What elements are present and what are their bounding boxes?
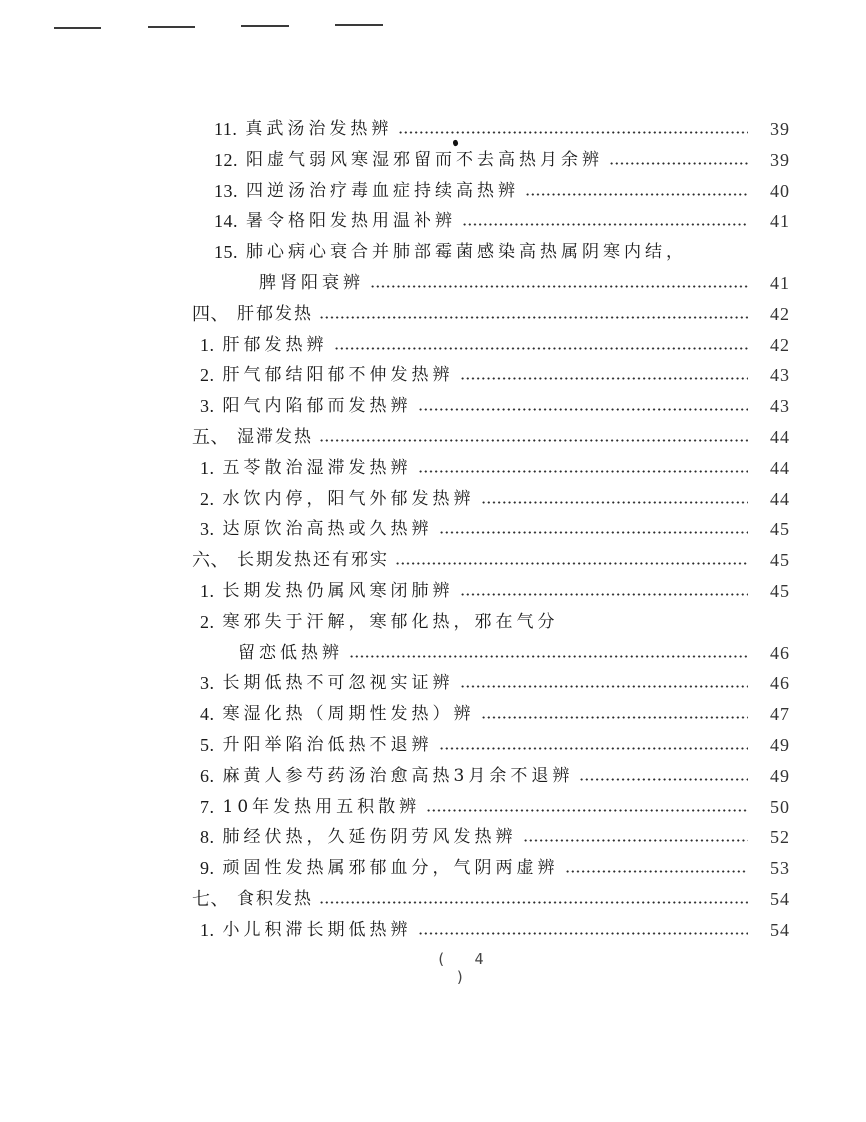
toc-entry[interactable] bbox=[190, 699, 790, 730]
toc-entry[interactable] bbox=[190, 237, 790, 268]
toc-section-entry[interactable] bbox=[190, 545, 790, 576]
dot-leader bbox=[395, 545, 748, 576]
toc-entry-title: 水饮内停，阳气外郁发热辨 bbox=[222, 488, 475, 509]
toc-entry-page: 43 bbox=[770, 396, 790, 417]
toc-entry-title: 长期发热仍属风寒闭肺辨 bbox=[222, 580, 454, 601]
toc-entry-page: 41 bbox=[770, 272, 790, 293]
toc-entry-title: 暑令格阳发热用温补辨 bbox=[246, 211, 456, 232]
table-of-contents bbox=[190, 114, 790, 946]
toc-entry-title: 肺经伏热，久延伤阴劳风发热辨 bbox=[222, 827, 517, 848]
toc-entry-title: 长期发热还有邪实 bbox=[237, 550, 389, 571]
toc-entry[interactable] bbox=[190, 822, 790, 853]
toc-entry-page: 40 bbox=[770, 180, 790, 201]
dot-leader bbox=[481, 699, 749, 730]
dot-leader bbox=[523, 822, 749, 853]
toc-entry-number: 1. bbox=[200, 919, 215, 940]
toc-entry-number: 9. bbox=[200, 858, 215, 879]
toc-entry-number: 12. bbox=[214, 149, 238, 170]
toc-entry-number: 2. bbox=[200, 488, 215, 509]
toc-entry-title: 真武汤治发热辨 bbox=[245, 119, 393, 139]
dot-leader bbox=[565, 853, 749, 884]
toc-entry-number: 14. bbox=[214, 211, 238, 232]
toc-entry-page: 45 bbox=[770, 580, 790, 601]
dot-leader bbox=[439, 730, 749, 761]
toc-entry[interactable] bbox=[190, 915, 790, 946]
toc-entry-page: 50 bbox=[770, 796, 790, 817]
dot-leader bbox=[319, 299, 748, 330]
toc-entry-title: 肝气郁结阳郁不伸发热辨 bbox=[222, 365, 454, 386]
header-rules bbox=[0, 0, 433, 40]
dot-leader bbox=[579, 761, 748, 792]
dot-leader bbox=[462, 206, 748, 237]
dot-leader bbox=[319, 422, 748, 453]
toc-section-entry[interactable] bbox=[190, 299, 790, 330]
toc-entry[interactable] bbox=[190, 176, 790, 207]
toc-entry-page: 54 bbox=[770, 919, 790, 940]
toc-entry[interactable] bbox=[190, 638, 790, 669]
toc-entry-title: 寒邪失于汗解，寒郁化热，邪在气分 bbox=[222, 611, 559, 632]
toc-entry-title: 阳虚气弱风寒湿邪留而不去高热月余辨 bbox=[246, 149, 603, 170]
toc-entry-number: 4. bbox=[200, 704, 215, 725]
toc-entry-number: 3. bbox=[200, 396, 215, 417]
toc-entry[interactable] bbox=[190, 668, 790, 699]
toc-entry[interactable] bbox=[190, 730, 790, 761]
toc-entry[interactable] bbox=[190, 268, 790, 299]
toc-entry-page: 46 bbox=[770, 642, 790, 663]
dot-leader bbox=[439, 514, 749, 545]
toc-entry-number: 3. bbox=[200, 673, 215, 694]
dot-leader bbox=[525, 176, 748, 207]
dot-leader bbox=[370, 268, 748, 299]
page-number: ( 4 ) bbox=[436, 950, 494, 986]
toc-entry-title: 小儿积滞长期低热辨 bbox=[222, 919, 412, 940]
toc-entry-title: 寒湿化热（周期性发热）辨 bbox=[222, 704, 475, 725]
toc-entry-number: 1. bbox=[200, 334, 215, 355]
toc-entry-title: 留恋低热辨 bbox=[238, 642, 343, 663]
toc-entry[interactable] bbox=[190, 576, 790, 607]
toc-section-entry[interactable] bbox=[190, 884, 790, 915]
toc-entry-number: 15. bbox=[214, 242, 238, 263]
toc-entry-title: 10年发热用五积散辨 bbox=[222, 796, 421, 817]
toc-entry-page: 43 bbox=[770, 365, 790, 386]
toc-entry-page: 42 bbox=[770, 303, 790, 324]
dot-leader bbox=[349, 638, 748, 669]
toc-entry-title: 肝郁发热 bbox=[237, 303, 313, 324]
dot-leader bbox=[426, 792, 748, 823]
toc-entry-page: 53 bbox=[770, 858, 790, 879]
header-rule bbox=[241, 25, 289, 27]
toc-entry-page: 46 bbox=[770, 673, 790, 694]
toc-entry-title: 肝郁发热辨 bbox=[222, 334, 328, 355]
toc-entry-page: 45 bbox=[770, 550, 790, 571]
toc-entry-title: 湿滞发热 bbox=[237, 426, 313, 447]
toc-entry-number: 六、 bbox=[192, 550, 229, 571]
dot-leader bbox=[418, 391, 749, 422]
toc-entry[interactable] bbox=[190, 330, 790, 361]
toc-entry[interactable] bbox=[190, 853, 790, 884]
toc-entry-page: 44 bbox=[770, 426, 790, 447]
toc-entry-number: 五、 bbox=[192, 426, 229, 447]
dot-leader bbox=[481, 484, 749, 515]
toc-entry-title: 达原饮治高热或久热辨 bbox=[222, 519, 433, 540]
header-rule bbox=[148, 26, 195, 28]
toc-entry-number: 7. bbox=[200, 796, 215, 817]
toc-entry-page: 52 bbox=[770, 827, 790, 848]
toc-entry-number: 6. bbox=[200, 765, 215, 786]
toc-entry-number: 1. bbox=[200, 457, 215, 478]
toc-entry-page: 49 bbox=[770, 765, 790, 786]
toc-entry-number: 3. bbox=[200, 519, 215, 540]
toc-entry-number: 8. bbox=[200, 827, 215, 848]
toc-entry-page: 39 bbox=[770, 149, 790, 170]
toc-entry-number: 四、 bbox=[192, 303, 229, 324]
toc-entry-page: 41 bbox=[770, 211, 790, 232]
dot-leader bbox=[319, 884, 748, 915]
toc-entry-page: 49 bbox=[770, 734, 790, 755]
toc-entry-page: 54 bbox=[770, 888, 790, 909]
toc-entry[interactable] bbox=[190, 391, 790, 422]
toc-entry-number: 13. bbox=[214, 180, 238, 201]
toc-entry-title: 食积发热 bbox=[237, 888, 313, 909]
toc-entry-page: 45 bbox=[770, 519, 790, 540]
toc-entry-title: 脾肾阳衰辨 bbox=[259, 272, 364, 293]
toc-entry-number: 1. bbox=[200, 580, 215, 601]
toc-entry-page: 39 bbox=[770, 119, 790, 139]
dot-leader bbox=[418, 453, 749, 484]
toc-entry-title: 肺心病心衰合并肺部霉菌感染高热属阴寒内结， bbox=[246, 242, 687, 263]
toc-entry-number: 七、 bbox=[192, 888, 229, 909]
toc-entry-title: 顽固性发热属邪郁血分，气阴两虚辨 bbox=[222, 858, 559, 879]
toc-entry-title: 阳气内陷郁而发热辨 bbox=[222, 396, 412, 417]
toc-entry[interactable] bbox=[190, 145, 790, 176]
dot-leader bbox=[418, 915, 749, 946]
header-rule bbox=[335, 24, 383, 26]
toc-entry[interactable] bbox=[190, 484, 790, 515]
toc-entry[interactable] bbox=[190, 792, 790, 823]
toc-entry-page: 44 bbox=[770, 488, 790, 509]
toc-entry-number: 2. bbox=[200, 365, 215, 386]
toc-entry-title: 麻黄人参芍药汤治愈高热3月余不退辨 bbox=[222, 765, 574, 786]
toc-entry-page: 42 bbox=[770, 334, 790, 355]
toc-entry[interactable] bbox=[190, 514, 790, 545]
toc-entry-title: 四逆汤治疗毒血症持续高热辨 bbox=[246, 180, 519, 201]
toc-entry-title: 长期低热不可忽视实证辨 bbox=[222, 673, 454, 694]
toc-entry-page: 44 bbox=[770, 457, 790, 478]
header-rule bbox=[54, 27, 101, 29]
dot-leader bbox=[460, 668, 749, 699]
toc-entry[interactable] bbox=[190, 206, 790, 237]
dot-leader bbox=[609, 145, 748, 176]
toc-entry-title: 五苓散治湿滞发热辨 bbox=[222, 457, 412, 478]
toc-entry[interactable] bbox=[190, 607, 790, 638]
toc-entry-number: 11. bbox=[214, 119, 238, 139]
dot-leader bbox=[398, 114, 748, 145]
toc-entry[interactable] bbox=[190, 360, 790, 391]
toc-entry[interactable] bbox=[190, 761, 790, 792]
toc-entry-title: 升阳举陷治低热不退辨 bbox=[222, 734, 433, 755]
toc-entry-page: 47 bbox=[770, 704, 790, 725]
toc-entry-number: 5. bbox=[200, 734, 215, 755]
toc-section-entry[interactable] bbox=[190, 422, 790, 453]
dot-leader bbox=[460, 576, 749, 607]
dot-leader bbox=[460, 360, 749, 391]
dot-leader bbox=[334, 330, 749, 361]
toc-entry[interactable] bbox=[190, 114, 790, 145]
toc-entry-number: 2. bbox=[200, 611, 215, 632]
toc-entry[interactable] bbox=[190, 453, 790, 484]
